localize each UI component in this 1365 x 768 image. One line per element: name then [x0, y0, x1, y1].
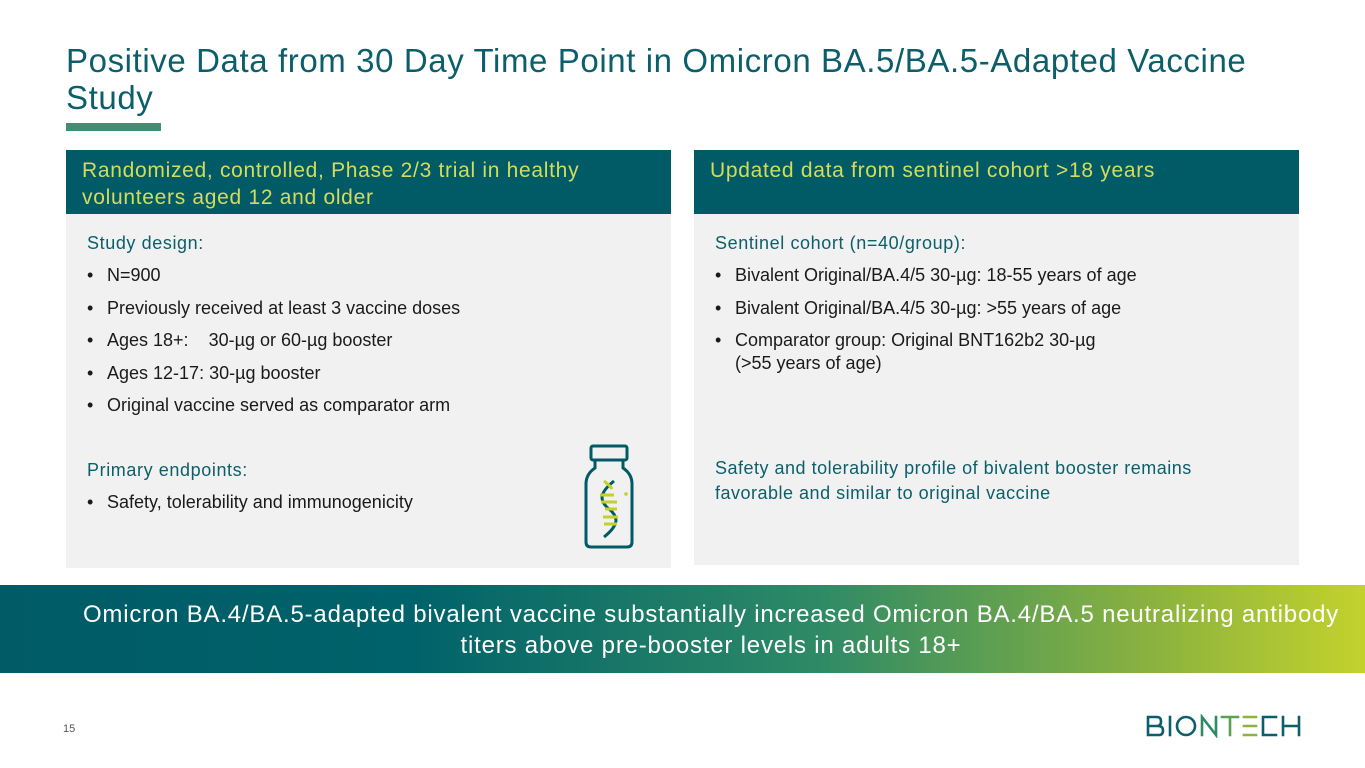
- page-number: 15: [63, 723, 76, 735]
- list-item: • Ages 12-17: 30-µg booster: [87, 362, 460, 385]
- biontech-logo: [1145, 714, 1303, 738]
- study-design-panel: [66, 150, 671, 568]
- primary-endpoints-list: [87, 491, 413, 524]
- list-item: • N=900: [87, 264, 460, 287]
- banner-text: Omicron BA.4/BA.5-adapted bivalent vaccine substantially increased Omicron BA.4/BA.5 neutralizing antibody titers above pre-booster levels in adults 18+: [82, 601, 1340, 659]
- sentinel-cohort-list: [715, 264, 1137, 385]
- list-item: • Bivalent Original/BA.4/5 30-µg: 18-55 years of age: [715, 264, 1137, 287]
- primary-endpoints-title: Primary endpoints:: [87, 460, 248, 480]
- list-item: • Previously received at least 3 vaccine doses: [87, 297, 460, 320]
- left-panel-header: Randomized, controlled, Phase 2/3 trial in healthy volunteers aged 12 and older: [66, 150, 671, 214]
- list-item: • Bivalent Original/BA.4/5 30-µg: >55 years of age: [715, 297, 1137, 320]
- sentinel-cohort-panel: [694, 150, 1299, 565]
- right-panel-header: Updated data from sentinel cohort >18 years: [694, 150, 1299, 214]
- conclusion-banner: [0, 585, 1365, 673]
- slide-title: Positive Data from 30 Day Time Point in Omicron BA.5/BA.5-Adapted Vaccine Study: [66, 42, 1247, 116]
- title-accent-bar: [66, 123, 161, 131]
- safety-note: Safety and tolerability profile of bivalent booster remains favorable and similar to original vaccine: [715, 458, 1192, 503]
- list-item: • Safety, tolerability and immunogenicity: [87, 491, 413, 514]
- study-design-list: [87, 264, 460, 427]
- list-item: • Comparator group: Original BNT162b2 30-µg (>55 years of age): [715, 329, 1137, 375]
- list-item: • Ages 18+: 30-µg or 60-µg booster: [87, 329, 460, 352]
- study-design-title: Study design:: [87, 233, 204, 253]
- vaccine-vial-dna-icon: [581, 443, 637, 551]
- sentinel-cohort-title: Sentinel cohort (n=40/group):: [715, 233, 967, 253]
- list-item: • Original vaccine served as comparator arm: [87, 394, 460, 417]
